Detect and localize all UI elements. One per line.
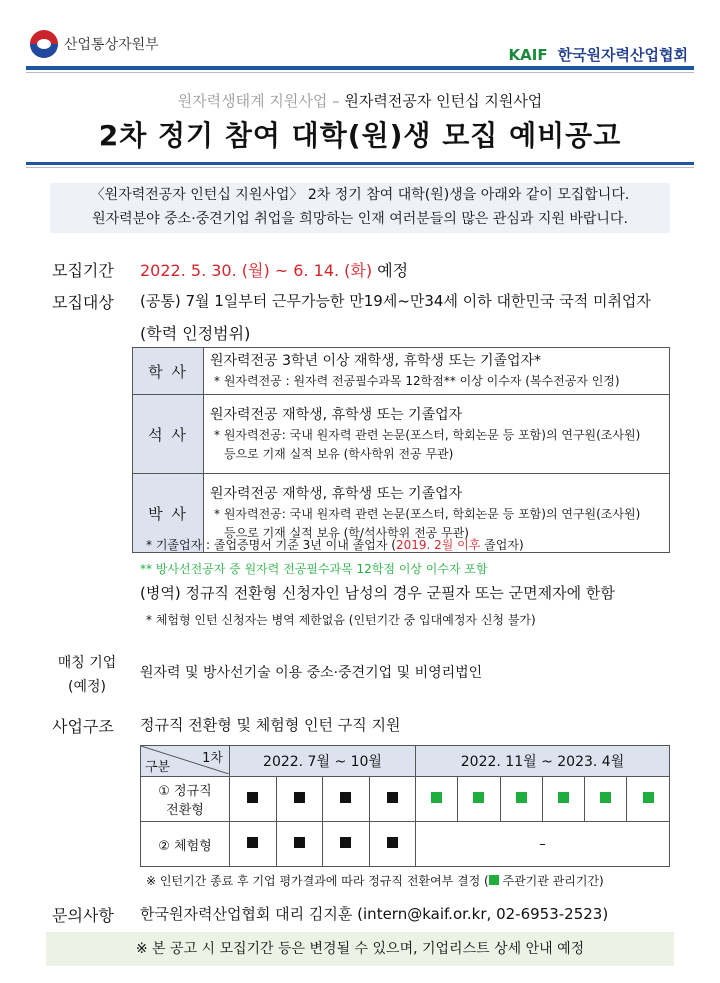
title-rule-thin (26, 167, 694, 168)
active-square-icon (247, 837, 258, 848)
schedule-cell (276, 822, 323, 867)
corner-bottom: 구분 (145, 760, 171, 775)
kaif-name: 한국원자력산업협회 (557, 46, 688, 64)
degree-main: 원자력전공 재학생, 휴학생 또는 기졸업자 (210, 485, 463, 502)
schedule-cell (323, 777, 370, 822)
degree-note: * 원자력전공: 국내 원자력 관련 논문(포스터, 학회논문 등 포함)의 연구원(조사원) (214, 506, 641, 521)
schedule-table (140, 745, 670, 867)
radiation-note: ** 방사선전공자 중 원자력 전공필수과목 12학점 이상 이수자 포함 (140, 562, 488, 576)
row-label-experience: ② 체험형 (141, 822, 230, 867)
period-1-header: 2022. 7월 ~ 10월 (230, 746, 416, 777)
kaif-mark: KAIF (508, 46, 548, 64)
page-title: 2차 정기 참여 대학(원)생 모집 예비공고 (98, 119, 622, 152)
header-rule (26, 66, 694, 70)
graduate-note (146, 536, 524, 553)
graduate-note-suffix: 졸업자) (480, 538, 524, 552)
degree-detail (204, 348, 670, 395)
graduate-note-date: 2019. 2월 이후 (395, 538, 481, 552)
intro-line-2: 원자력분야 중소·중견기업 취업을 희망하는 인재 여러분들의 많은 관심과 지원 바랍니다. (92, 211, 628, 227)
kaif-logo (509, 44, 688, 65)
row-label-regular-2: 전환형 (166, 803, 204, 818)
ministry-name: 산업통상자원부 (64, 37, 159, 53)
degree-bachelor: 학 사 (133, 348, 204, 395)
active-square-icon (387, 792, 398, 803)
contact-label: 문의사항 (52, 906, 114, 925)
degree-doctor: 박 사 (133, 474, 204, 553)
degree-main: 원자력전공 3학년 이상 재학생, 휴학생 또는 기졸업자* (210, 353, 542, 369)
active-square-icon (387, 837, 398, 848)
target-label: 모집대상 (52, 293, 114, 312)
managed-square-icon (643, 792, 654, 803)
period-label: 모집기간 (52, 261, 114, 280)
graduate-note-prefix: * 기졸업자 : 졸업증명서 기준 3년 이내 졸업자 ( (146, 538, 396, 552)
matching-label-1: 매칭 기업 (57, 655, 117, 671)
structure-label: 사업구조 (52, 717, 114, 736)
ministry-logo-icon (30, 30, 58, 58)
schedule-corner (141, 746, 230, 777)
period-value (140, 258, 408, 281)
schedule-cell (369, 822, 416, 867)
table-row (141, 746, 670, 777)
schedule-cell (276, 777, 323, 822)
managed-square-icon (431, 792, 442, 803)
active-square-icon (340, 837, 351, 848)
table-row (141, 777, 670, 822)
schedule-cell (369, 777, 416, 822)
schedule-cell (458, 777, 500, 822)
edu-range-title: (학력 인정범위) (140, 324, 251, 343)
schedule-cell (542, 777, 584, 822)
intro-line-1: 〈원자력전공자 인턴십 지원사업〉 2차 정기 참여 대학(원)생을 아래와 같이 모집합니다. (90, 187, 630, 203)
degree-note-cont: 등으로 기재 실적 보유 (학/석사학위 전공 무관) (224, 525, 469, 540)
structure-note (146, 872, 604, 889)
row-label-regular-1: ① 정규직 (158, 784, 212, 799)
managed-legend-icon (489, 875, 499, 885)
schedule-cell (500, 777, 542, 822)
structure-value: 정규직 전환형 및 체험형 인턴 구직 지원 (140, 716, 401, 734)
corner-top: 1차 (202, 751, 223, 766)
period-2-header: 2022. 11월 ~ 2023. 4월 (416, 746, 670, 777)
schedule-cell (230, 822, 277, 867)
degree-note-cont: 등으로 기재 실적 보유 (학사학위 전공 무관) (224, 446, 454, 461)
schedule-cell (585, 777, 627, 822)
degree-note: * 원자력전공 : 원자력 전공필수과목 12학점** 이상 이수자 (복수전공자 인정) (214, 374, 620, 388)
contact-value: 한국원자력산업협회 대리 김지훈 (intern@kaif.or.kr, 02-6953-2523) (140, 905, 609, 923)
table-row (141, 822, 670, 867)
schedule-cell (323, 822, 370, 867)
schedule-cell (416, 777, 458, 822)
military-requirement: (병역) 정규직 전환형 신청자인 남성의 경우 군필자 또는 군면제자에 한함 (140, 584, 615, 602)
active-square-icon (294, 792, 305, 803)
intro-box (50, 183, 670, 233)
title-rule (26, 162, 694, 165)
degree-detail (204, 395, 670, 474)
active-square-icon (294, 837, 305, 848)
schedule-cell (230, 777, 277, 822)
target-common: (공통) 7월 1일부터 근무가능한 만19세~만34세 이하 대한민국 국적 미취업자 (140, 292, 651, 310)
education-table (132, 347, 670, 553)
active-square-icon (247, 792, 258, 803)
schedule-cell (627, 777, 670, 822)
structure-note-prefix: ※ 인턴기간 종료 후 기업 평가결과에 따라 정규직 전환여부 결정 ( (146, 874, 489, 888)
degree-master: 석 사 (133, 395, 204, 474)
footer-notice: ※ 본 공고 시 모집기간 등은 변경될 수 있으며, 기업리스트 상세 안내 예정 (46, 932, 674, 966)
structure-note-suffix: 주관기관 관리기간) (498, 874, 604, 888)
matching-label-2: (예정) (68, 679, 106, 695)
row-label-regular (141, 777, 230, 822)
subtitle-main: 원자력전공자 인턴십 지원사업 (344, 92, 543, 110)
degree-main: 원자력전공 재학생, 휴학생 또는 기졸업자 (210, 406, 463, 423)
period-dates: 2022. 5. 30. (월) ~ 6. 14. (화) (140, 261, 373, 280)
table-row (133, 395, 670, 474)
subtitle-prefix: 원자력생태계 지원사업 – (177, 92, 345, 110)
managed-square-icon (473, 792, 484, 803)
table-row (133, 348, 670, 395)
header-rule-thin (26, 72, 694, 73)
matching-label (52, 651, 122, 699)
schedule-cell-empty: – (416, 822, 670, 867)
matching-value: 원자력 및 방사선기술 이용 중소·중견기업 및 비영리법인 (140, 665, 483, 681)
military-note: * 체험형 인턴 신청자는 병역 제한없음 (인턴기간 중 입대예정자 신청 불가) (146, 613, 536, 627)
period-suffix: 예정 (372, 261, 409, 280)
managed-square-icon (516, 792, 527, 803)
subtitle (0, 90, 720, 111)
managed-square-icon (600, 792, 611, 803)
managed-square-icon (558, 792, 569, 803)
active-square-icon (340, 792, 351, 803)
degree-note: * 원자력전공: 국내 원자력 관련 논문(포스터, 학회논문 등 포함)의 연구원(조사원) (214, 427, 641, 442)
